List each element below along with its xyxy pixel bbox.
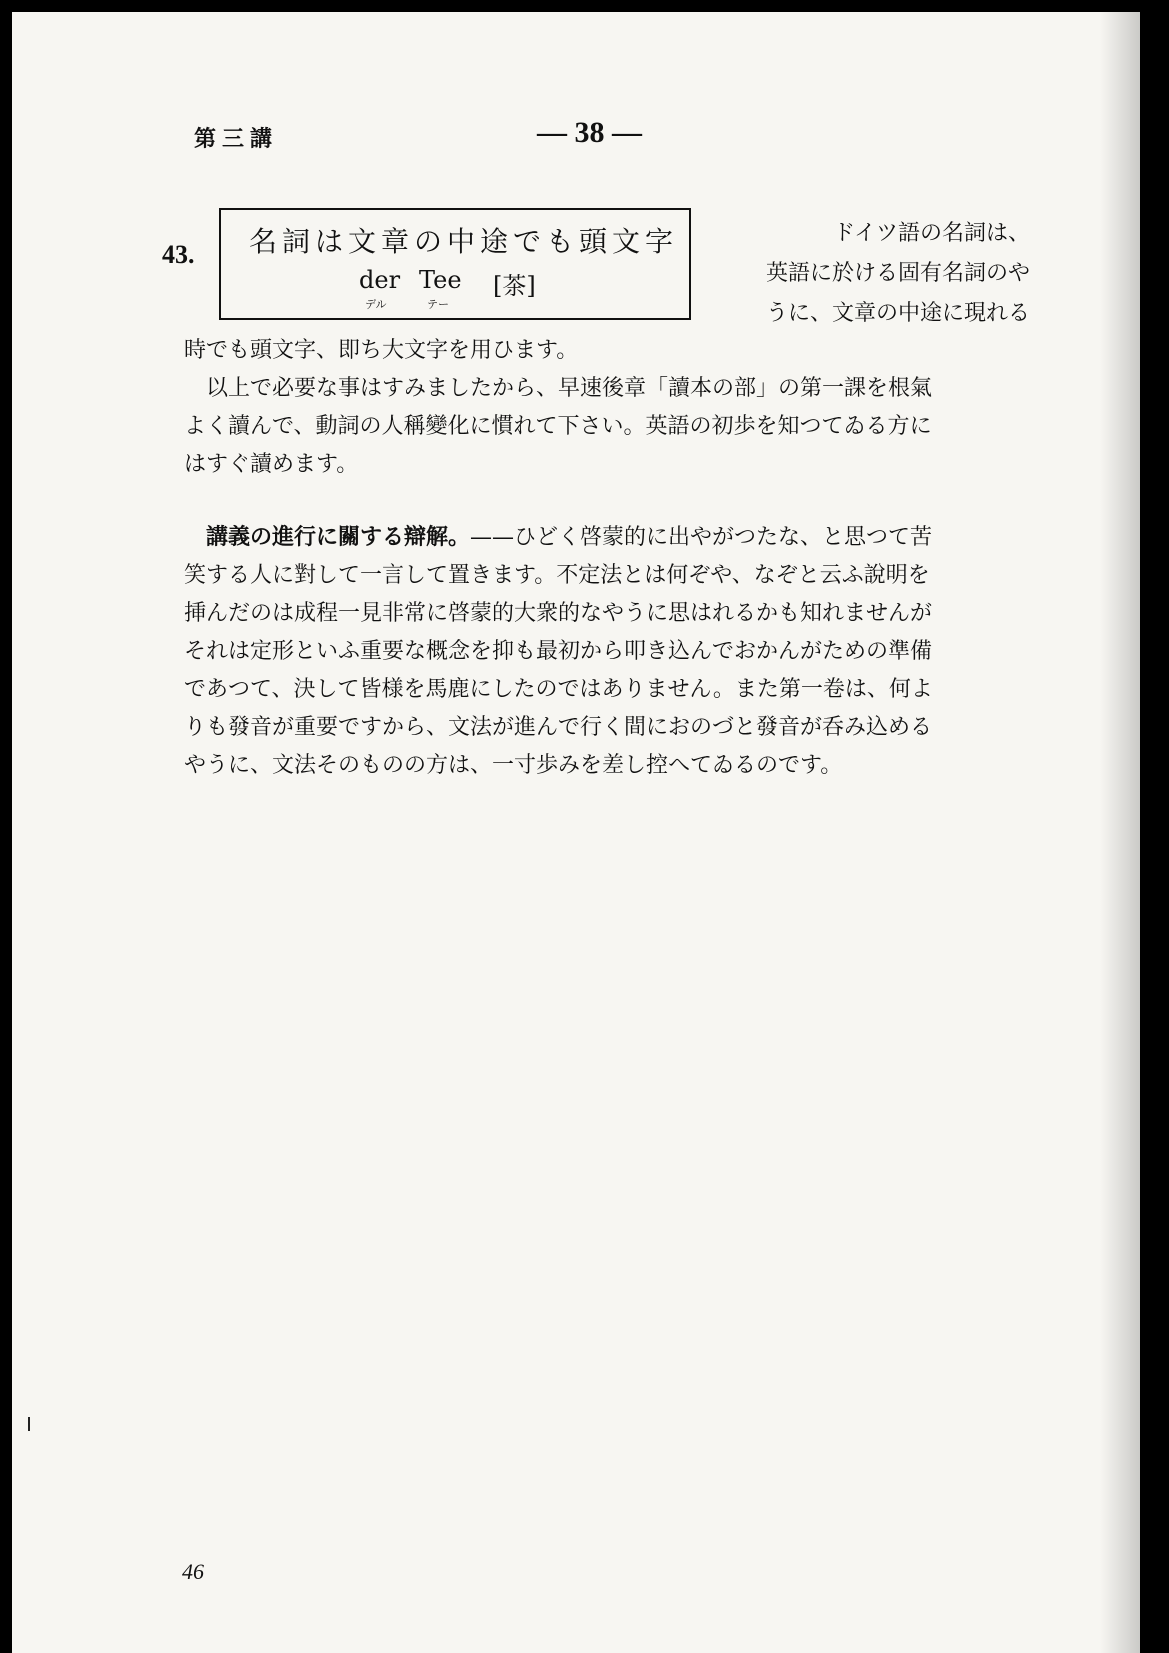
folio: 46 — [182, 1559, 204, 1584]
heading-title: 名詞は文章の中途でも頭文字 — [249, 225, 679, 258]
noun-reading: テー — [427, 298, 449, 311]
text-line: よく讀んで、動詞の人稱變化に慣れて下さい。英語の初歩を知つてゐる方に — [184, 414, 932, 439]
text-line: であつて、決して皆様を馬鹿にしたのではありません。また第一卷は、何よ — [184, 677, 933, 702]
side-line: ドイツ語の名詞は、 — [833, 221, 1030, 246]
text-line — [184, 518, 1034, 557]
article-reading: デル — [365, 298, 387, 311]
side-line: 英語に於ける固有名詞のや — [765, 261, 1030, 286]
margin-mark — [28, 1417, 30, 1431]
paragraph-lead-rest: ——ひどく啓蒙的に出やがつたな、と思つて苦 — [470, 525, 933, 550]
text-line: 笑する人に對して一言して置きます。不定法とは何ぞや、なぞと云ふ說明を — [184, 563, 930, 588]
side-text — [730, 214, 1030, 334]
text-line: はすぐ讀めます。 — [184, 452, 359, 477]
text-line: りも發音が重要ですから、文法が進んで行く間におのづと發音が呑み込める — [184, 715, 933, 740]
text-line: 以上で必要な事はすみましたから、早速後章「讀本の部」の第一課を根氣 — [184, 376, 933, 401]
example-noun: Tee — [419, 266, 462, 294]
text-line: 挿んだのは成程一見非常に啓蒙的大衆的なやうに思はれるかも知れませんが — [184, 601, 933, 626]
text-line: 時でも頭文字、即ち大文字を用ひます。 — [184, 338, 579, 363]
example-article: der — [359, 266, 401, 294]
side-line: うに、文章の中途に現れる — [765, 301, 1030, 326]
page-edge-shadow — [1100, 12, 1140, 1653]
paragraph-lead: 講義の進行に關する辯解。 — [184, 524, 471, 550]
section-number: 43. — [162, 240, 195, 269]
paragraph-2 — [184, 370, 1034, 484]
text-line: やうに、文法そのものの方は、一寸歩みを差し控へてゐるのです。 — [184, 753, 843, 778]
paragraph-1 — [184, 332, 1034, 370]
paragraph-3 — [184, 518, 1034, 785]
book-page — [0, 12, 1140, 1653]
heading-box — [219, 208, 691, 320]
running-head: 第三講 — [194, 126, 279, 152]
text-line: それは定形といふ重要な概念を抑も最初から叩き込んでおかんがための準備 — [184, 639, 933, 664]
page-number: — 38 — — [537, 116, 642, 149]
example-meaning: [茶] — [493, 272, 536, 300]
